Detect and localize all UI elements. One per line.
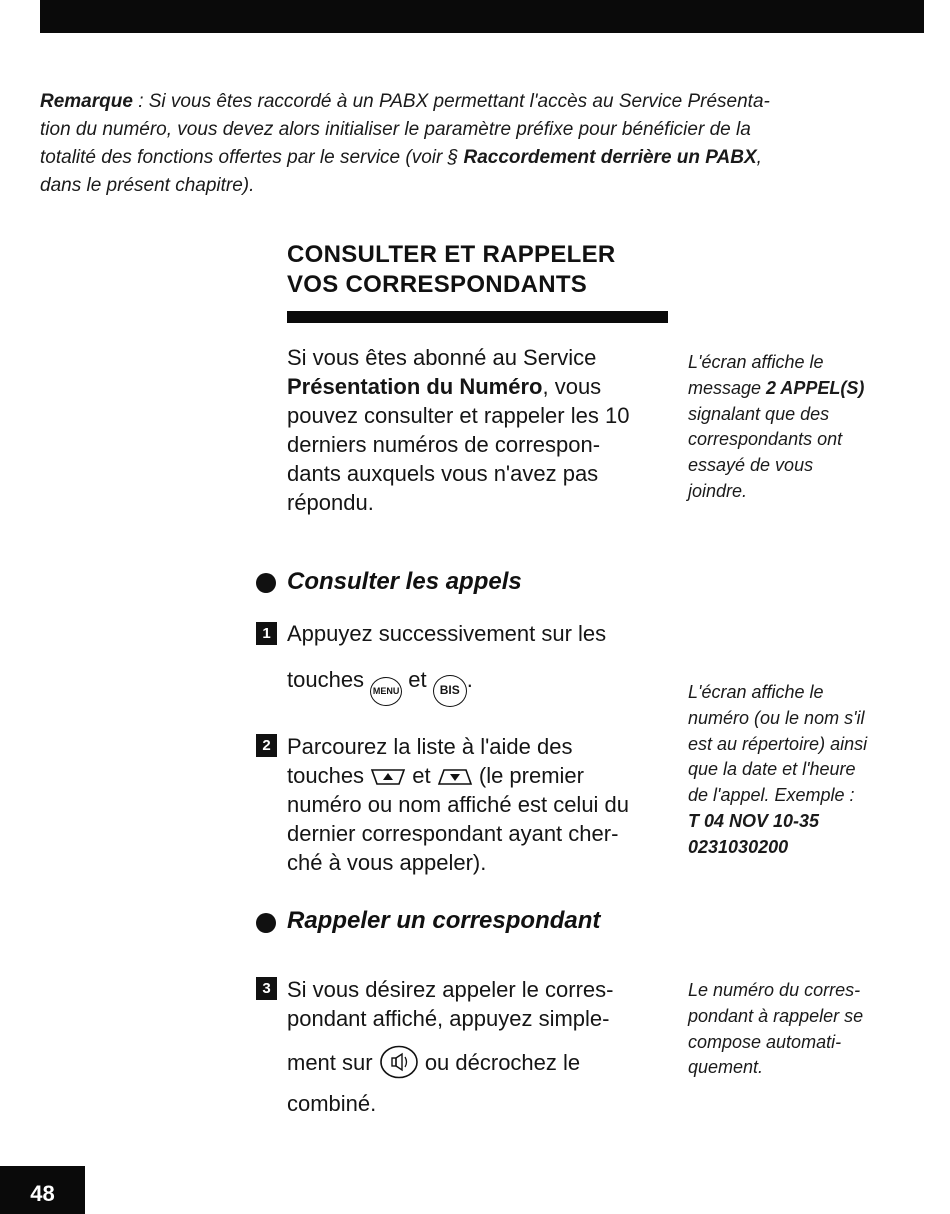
arrow-up-key-icon <box>370 767 406 787</box>
arrow-down-key-icon <box>437 767 473 787</box>
step-number-3: 3 <box>256 977 277 1000</box>
intro-paragraph: Si vous êtes abonné au Service Présentation du Numéro, vous pouvez consulter et rappeler les 10 derniers numéros de correspon- dants auxquels vous n'avez pas répondu. <box>287 345 630 515</box>
step-2-text: Parcourez la liste à l'aide des touches et (le premier numéro ou nom affiché est celui du dernier correspondant ayant cher- ché à vous appeler). <box>287 734 630 875</box>
speaker-key-icon <box>379 1045 419 1079</box>
menu-key-icon: MENU <box>370 677 402 706</box>
step-3-text: Si vous désirez appeler le corres- pondant affiché, appuyez simple- ment sur ou décrochez le combiné. <box>287 977 614 1116</box>
title-underline <box>287 311 668 323</box>
step-number-1: 1 <box>256 622 277 645</box>
note-paragraph: Remarque : Si vous êtes raccordé à un PABX permettant l'accès au Service Présenta- tion du numéro, vous devez alors initialiser le paramètre préfixe pour bénéficier de la totalité des fonctions offertes par le service (voir § Raccordement derrière un PABX, dans le présent chapitre). <box>40 91 770 196</box>
step-number-2: 2 <box>256 734 277 757</box>
step-1-text: Appuyez successivement sur les touches MENU et BIS . <box>287 619 667 707</box>
bullet-icon <box>256 573 276 593</box>
note-label: Remarque <box>40 91 133 112</box>
subheading-consulter: Consulter les appels <box>287 568 522 595</box>
top-bar <box>40 0 924 33</box>
bis-key-icon: BIS <box>433 675 467 707</box>
page-number: 48 <box>30 1181 55 1206</box>
subheading-rappeler: Rappeler un correspondant <box>287 907 601 934</box>
side-note-1: L'écran affiche le message 2 APPEL(S) signalant que des correspondants ont essayé de vous joindre. <box>688 352 865 501</box>
bullet-icon <box>256 913 276 933</box>
side-note-3: Le numéro du corres- pondant à rappeler se compose automati- quement. <box>688 980 864 1078</box>
section-title: CONSULTER ET RAPPELER VOS CORRESPONDANTS <box>287 241 616 298</box>
side-note-2: L'écran affiche le numéro (ou le nom s'il est au répertoire) ainsi que la date et l'heure de l'appel. Exemple : T 04 NOV 10-35 0231030200 <box>688 682 868 857</box>
note-link-pabx: Raccordement derrière un PABX <box>463 147 757 168</box>
